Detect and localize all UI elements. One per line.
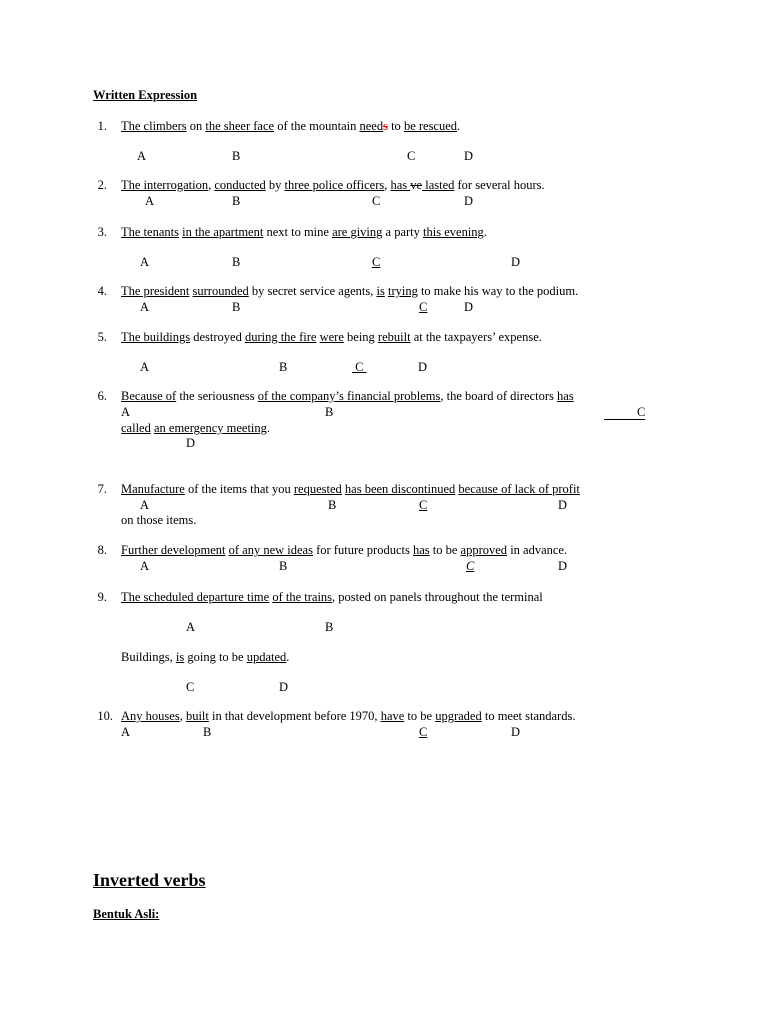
option-letter-a: A xyxy=(140,255,150,269)
option-letter-c: C xyxy=(186,680,195,694)
option-letter-a: A xyxy=(137,149,147,163)
question-number: 5. xyxy=(97,330,107,344)
option-letter-b: B xyxy=(325,405,334,419)
option-letter-d: D xyxy=(186,436,196,450)
question-text: The tenants in the apartment next to mine are giving a party this evening. xyxy=(121,225,487,239)
option-letter-a: A xyxy=(140,300,150,314)
option-letter-c: C xyxy=(419,725,428,739)
option-letter-b: B xyxy=(232,300,241,314)
option-letter-b: B xyxy=(203,725,212,739)
question-number: 8. xyxy=(97,543,107,557)
option-letter-c: C xyxy=(372,194,381,208)
option-letter-c: C xyxy=(407,149,416,163)
option-letter-d: D xyxy=(464,149,474,163)
option-letter-b: B xyxy=(328,498,337,512)
option-letter-a: A xyxy=(186,620,196,634)
question-text-continued: Buildings, is going to be updated. xyxy=(121,650,290,664)
underline-blank xyxy=(604,419,645,420)
option-letter-b: B xyxy=(232,194,241,208)
option-letter-a: A xyxy=(121,405,131,419)
question-text: The president surrounded by secret service agents, is trying to make his way to the podium. xyxy=(121,284,579,298)
option-letter-a: A xyxy=(121,725,131,739)
option-letter-d: D xyxy=(558,559,568,573)
section-heading: Written Expression xyxy=(93,88,198,102)
option-letter-c: C xyxy=(372,255,381,269)
option-letter-d: D xyxy=(511,255,521,269)
question-text: Further development of any new ideas for future products has to be approved in advance. xyxy=(121,543,568,557)
question-number: 3. xyxy=(97,225,107,239)
section-title: Inverted verbs xyxy=(93,870,206,890)
option-letter-a: A xyxy=(140,498,150,512)
question-text-continued: on those items. xyxy=(121,513,197,527)
option-letter-c: C xyxy=(419,498,428,512)
option-letter-b: B xyxy=(279,559,288,573)
option-letter-a: A xyxy=(140,360,150,374)
option-letter-b: B xyxy=(325,620,334,634)
question-text: The scheduled departure time of the trains, posted on panels throughout the terminal xyxy=(121,590,543,604)
question-number: 7. xyxy=(97,482,107,496)
option-letter-a: A xyxy=(140,559,150,573)
question-text: Because of the seriousness of the company’s financial problems, the board of directors has xyxy=(121,389,574,403)
section-subtitle: Bentuk Asli: xyxy=(93,907,160,921)
option-letter-d: D xyxy=(511,725,521,739)
option-letter-c: C xyxy=(637,405,646,419)
option-letter-b: B xyxy=(279,360,288,374)
question-number: 2. xyxy=(97,178,107,192)
question-number: 6. xyxy=(97,389,107,403)
question-number: 1. xyxy=(97,119,107,133)
option-letter-b: B xyxy=(232,149,241,163)
option-letter-a: A xyxy=(145,194,155,208)
option-letter-c: C xyxy=(355,360,364,374)
question-text-continued: called an emergency meeting. xyxy=(121,421,271,435)
question-number: 10. xyxy=(97,709,113,723)
option-letter-b: B xyxy=(232,255,241,269)
option-letter-c: C xyxy=(466,559,475,573)
option-letter-c: C xyxy=(419,300,428,314)
option-letter-d: D xyxy=(279,680,289,694)
question-text: The climbers on the sheer face of the mountain needs to be rescued. xyxy=(121,119,461,133)
option-letter-d: D xyxy=(558,498,568,512)
question-text: Any houses, built in that development before 1970, have to be upgraded to meet standards. xyxy=(121,709,576,723)
question-text: Manufacture of the items that you requested has been discontinued because of lack of profit xyxy=(121,482,580,496)
question-text: The buildings destroyed during the fire were being rebuilt at the taxpayers’ expense. xyxy=(121,330,542,344)
option-letter-d: D xyxy=(464,194,474,208)
question-text: The interrogation, conducted by three police officers, has ve lasted for several hours. xyxy=(121,178,545,192)
question-number: 4. xyxy=(97,284,107,298)
option-letter-d: D xyxy=(418,360,428,374)
question-number: 9. xyxy=(97,590,107,604)
option-letter-d: D xyxy=(464,300,474,314)
